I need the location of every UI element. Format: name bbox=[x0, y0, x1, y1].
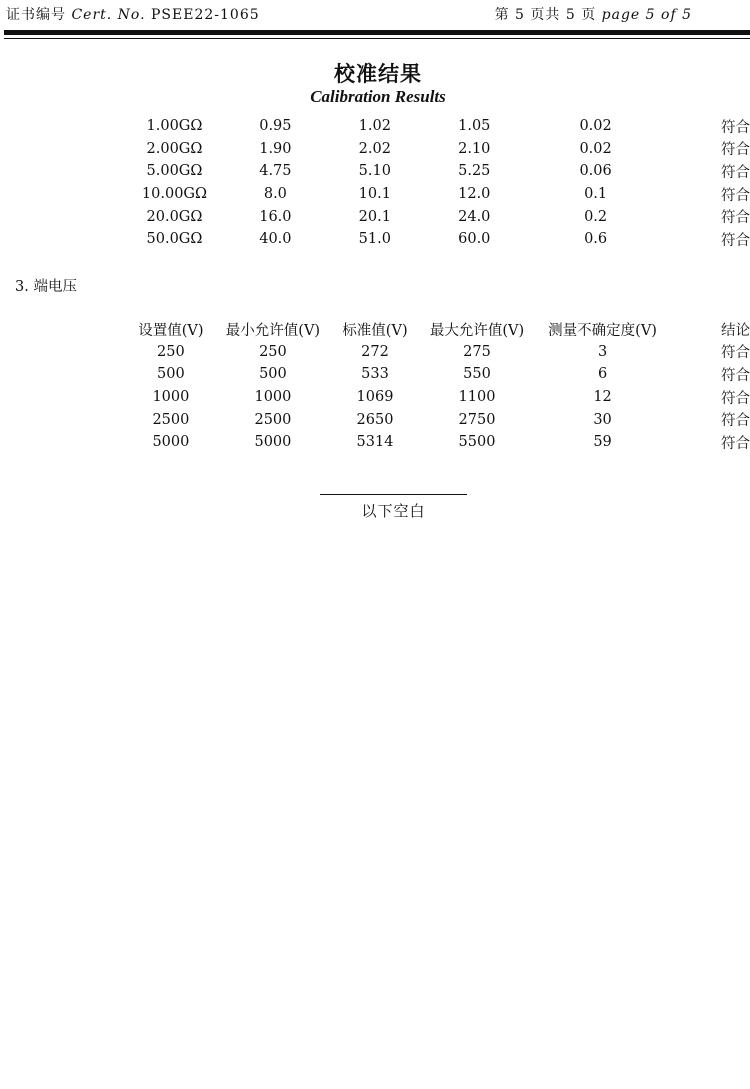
table-cell: 符合 bbox=[721, 232, 750, 249]
table-cell: 51.0 bbox=[358, 231, 391, 248]
table-cell: 1000 bbox=[254, 389, 292, 406]
page-title-en: Calibration Results bbox=[310, 87, 446, 106]
table-cell: 10.00GΩ bbox=[141, 186, 208, 203]
table-cell: 符合 bbox=[721, 435, 750, 452]
table-cell: 20.0GΩ bbox=[146, 208, 203, 225]
table-cell: 0.1 bbox=[584, 186, 608, 203]
table-header-row bbox=[116, 318, 750, 341]
cert-number-value: PSEE22-1065 bbox=[151, 7, 260, 23]
column-header: 测量不确定度(V) bbox=[548, 322, 657, 339]
table-cell: 12 bbox=[593, 389, 612, 406]
table-cell: 1.00GΩ bbox=[146, 118, 203, 135]
table-cell: 533 bbox=[361, 366, 389, 383]
table-cell: 符合 bbox=[721, 142, 750, 159]
table-cell: 20.1 bbox=[358, 208, 391, 225]
table-cell: 5.10 bbox=[358, 163, 391, 180]
table-cell: 2.10 bbox=[458, 140, 491, 157]
table-row bbox=[116, 138, 750, 161]
table-cell: 50.0GΩ bbox=[146, 231, 203, 248]
table-cell: 2.00GΩ bbox=[146, 140, 203, 157]
table-cell: 2650 bbox=[356, 411, 394, 428]
table-cell: 272 bbox=[361, 343, 389, 360]
table-cell: 12.0 bbox=[458, 186, 491, 203]
table-cell: 59 bbox=[593, 434, 612, 451]
header-rule-thick bbox=[4, 30, 750, 35]
table-cell: 5000 bbox=[254, 434, 292, 451]
table-cell: 3 bbox=[597, 343, 608, 360]
cert-label-en: Cert. No. bbox=[71, 7, 146, 23]
table-cell: 5500 bbox=[458, 434, 496, 451]
table-cell: 符合 bbox=[721, 390, 750, 407]
table-cell: 符合 bbox=[721, 345, 750, 362]
table-cell: 0.2 bbox=[584, 208, 608, 225]
table-cell: 1.90 bbox=[259, 140, 292, 157]
table-cell: 0.02 bbox=[579, 140, 612, 157]
table-cell: 符合 bbox=[721, 187, 750, 204]
column-header: 最大允许值(V) bbox=[429, 322, 525, 339]
table-cell: 0.02 bbox=[579, 118, 612, 135]
table-cell: 1000 bbox=[152, 389, 190, 406]
table-cell: 符合 bbox=[721, 413, 750, 430]
table-cell: 40.0 bbox=[259, 231, 292, 248]
table-cell: 符合 bbox=[721, 164, 750, 181]
table-cell: 1.05 bbox=[458, 118, 491, 135]
table-cell: 符合 bbox=[721, 367, 750, 384]
column-header: 最小允许值(V) bbox=[225, 322, 321, 339]
column-header: 结论 bbox=[721, 322, 750, 339]
end-divider-line bbox=[320, 494, 467, 495]
table-cell: 10.1 bbox=[358, 186, 391, 203]
table-cell: 500 bbox=[259, 366, 287, 383]
table-row bbox=[116, 363, 750, 386]
table-cell: 550 bbox=[463, 366, 491, 383]
resistance-results-table bbox=[116, 115, 750, 251]
table-row bbox=[116, 183, 750, 206]
cert-label-cn: 证书编号 bbox=[6, 7, 66, 23]
table-cell: 5000 bbox=[152, 434, 190, 451]
header-rule-thin bbox=[4, 38, 750, 39]
table-cell: 4.75 bbox=[259, 163, 292, 180]
table-cell: 6 bbox=[597, 366, 608, 383]
table-cell: 250 bbox=[259, 343, 287, 360]
table-cell: 30 bbox=[593, 411, 612, 428]
table-cell: 5314 bbox=[356, 434, 394, 451]
table-cell: 1069 bbox=[356, 389, 394, 406]
table-cell: 275 bbox=[463, 343, 491, 360]
table-cell: 24.0 bbox=[458, 208, 491, 225]
table-cell: 60.0 bbox=[458, 231, 491, 248]
page-indicator-en: page 5 of 5 bbox=[601, 7, 692, 23]
page-indicator-cn: 第 5 页共 5 页 bbox=[494, 7, 597, 23]
table-row bbox=[116, 160, 750, 183]
table-row bbox=[116, 341, 750, 364]
table-cell: 5.25 bbox=[458, 163, 491, 180]
table-cell: 8.0 bbox=[263, 186, 287, 203]
table-row bbox=[116, 205, 750, 228]
table-cell: 2500 bbox=[152, 411, 190, 428]
column-header: 设置值(V) bbox=[138, 322, 204, 339]
table-cell: 2500 bbox=[254, 411, 292, 428]
table-row bbox=[116, 228, 750, 251]
table-cell: 5.00GΩ bbox=[146, 163, 203, 180]
column-header: 标准值(V) bbox=[342, 322, 408, 339]
page-title-cn: 校准结果 bbox=[334, 62, 422, 86]
blank-below-note: 以下空白 bbox=[361, 502, 426, 520]
table-cell: 1100 bbox=[458, 389, 496, 406]
table-cell: 16.0 bbox=[259, 208, 292, 225]
table-cell: 2.02 bbox=[358, 140, 391, 157]
table-row bbox=[116, 408, 750, 431]
page-indicator bbox=[495, 4, 692, 24]
table-cell: 0.95 bbox=[259, 118, 292, 135]
table-cell: 2750 bbox=[458, 411, 496, 428]
table-row bbox=[116, 431, 750, 454]
table-cell: 符合 bbox=[721, 119, 750, 136]
section-heading: 3. 端电压 bbox=[15, 279, 77, 295]
table-row bbox=[116, 115, 750, 138]
table-cell: 250 bbox=[157, 343, 185, 360]
table-cell: 符合 bbox=[721, 210, 750, 227]
table-row bbox=[116, 386, 750, 409]
table-cell: 1.02 bbox=[358, 118, 391, 135]
table-cell: 0.06 bbox=[579, 163, 612, 180]
table-cell: 500 bbox=[157, 366, 185, 383]
certificate-number bbox=[6, 4, 260, 24]
page-header bbox=[6, 2, 744, 24]
table-cell: 0.6 bbox=[584, 231, 608, 248]
terminal-voltage-table bbox=[116, 318, 750, 454]
